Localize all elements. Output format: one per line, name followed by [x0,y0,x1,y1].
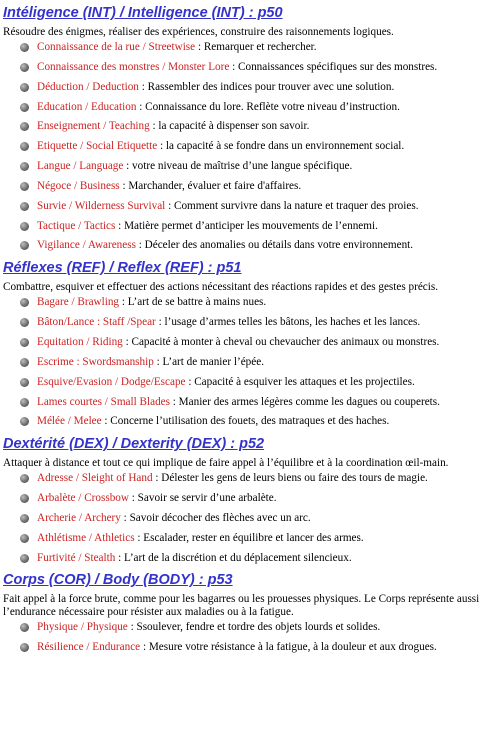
skill-description: : Concerne l’utilisation des fouets, des matraques et des haches. [101,415,390,428]
skill-description: : Marchander, évaluer et faire d'affaires. [119,179,302,192]
skill-list [3,621,485,654]
skill-description: : Connaissance du lore. Reflète votre niveau d’instruction. [136,100,400,113]
skill-name: Lames courtes / Small Blades [37,395,170,408]
skill-item [3,316,485,329]
skill-item [3,41,485,54]
section-title: Réflexes (REF) / Reflex (REF) : p51 [3,260,242,277]
skill-name: Tactique / Tactics [37,219,116,232]
skill-description: : Déceler des anomalies ou détails dans votre environnement. [135,239,414,252]
bullet-icon [20,494,29,503]
skill-item [3,180,485,193]
bullet-icon [20,474,29,483]
skill-name: Education / Education [37,100,137,113]
bullet-icon [20,142,29,151]
section-body [3,571,485,654]
bullet-icon [20,338,29,347]
bullet-icon [20,514,29,523]
section-description: Fait appel à la force brute, comme pour les bagarres ou les prouesses physiques. Le Corps représente aussi l’endurance nécessaire pour résister aux maladies ou à la fatigue. [3,593,480,619]
bullet-icon [20,122,29,131]
skill-name: Connaissance de la rue / Streetwise [37,41,196,53]
section-title: Corps (COR) / Body (BODY) : p53 [3,572,233,589]
skill-description: : Délester les gens de leurs biens ou faire des tours de magie. [152,472,428,485]
section-description: Attaquer à distance et tout ce qui implique de faire appel à l’équilibre et à la coordination œil-main. [3,457,449,470]
skill-name: Négoce / Business [37,179,120,192]
skill-item [3,356,485,369]
skill-name: Equitation / Riding [37,335,123,348]
skill-name: Physique / Physique [37,621,128,634]
bullet-icon [20,103,29,112]
section-dexterity [3,435,485,564]
bullet-icon [20,623,29,632]
skill-name: Enseignement / Teaching [37,120,150,133]
skill-name: Archerie / Archery [37,511,121,524]
skill-name: Mélée / Melee [37,415,102,428]
skill-item [3,61,485,74]
skill-description: : Capacité à esquiver les attaques et les projectiles. [185,375,415,388]
skill-description: : L’art de se battre à mains nues. [119,296,267,309]
skill-description: : Matière permet d’anticiper les mouvements de l’ennemi. [115,219,378,232]
skill-description: : votre niveau de maîtrise d’une langue spécifique. [123,160,353,173]
skill-description: : Mesure votre résistance à la fatigue, à la douleur et aux drogues. [140,641,437,654]
skill-item [3,120,485,133]
section-intelligence [3,4,485,252]
bullet-icon [20,202,29,211]
bullet-icon [20,83,29,92]
skill-name: Bagare / Brawling [37,296,120,309]
skill-item [3,376,485,389]
skill-item [3,641,485,654]
skill-item [3,140,485,153]
section-reflex [3,259,485,428]
skill-name: Connaissance des monstres / Monster Lore [37,60,230,73]
skill-name: Survie / Wilderness Survival [37,199,166,212]
skill-item [3,220,485,233]
bullet-icon [20,554,29,563]
bullet-icon [20,643,29,652]
section-title: Intéligence (INT) / Intelligence (INT) : p50 [3,5,283,21]
bullet-icon [20,43,29,52]
skill-item [3,296,485,309]
skill-description: : L’art de manier l’épée. [153,355,265,368]
skill-item [3,621,485,634]
skill-description: : Escalader, rester en équilibre et lancer des armes. [134,531,364,544]
skill-name: Furtivité / Stealth [37,551,116,564]
skill-description: : Manier des armes légères comme les dagues ou couperets. [169,395,440,408]
skill-description: : la capacité à dispenser son savoir. [149,120,310,133]
skill-description: : Capacité à monter à cheval ou chevaucher des animaux ou monstres. [122,335,440,348]
bullet-icon [20,222,29,231]
skill-description: : Rassembler des indices pour trouver avec une solution. [138,80,395,93]
skill-item [3,200,485,213]
skill-description: : Connaissances spécifiques sur des monstres. [229,60,438,73]
skill-list [3,41,485,252]
skill-description: : Savoir décocher des flèches avec un arc. [120,511,311,524]
skill-item [3,532,485,545]
skill-description: : Comment survivre dans la nature et traquer des proies. [165,199,419,212]
skill-description: : l’usage d’armes telles les bâtons, les haches et les lances. [155,316,421,329]
skill-name: Bâton/Lance : Staff /Spear [37,316,156,329]
skill-description: : Savoir se servir d’une arbalète. [128,492,277,505]
bullet-icon [20,534,29,543]
section-description: Combattre, esquiver et effectuer des actions nécessitant des réactions rapides et des gestes précis. [3,281,439,294]
skill-name: Résilience / Endurance [37,641,141,654]
skill-item [3,101,485,114]
bullet-icon [20,298,29,307]
skill-name: Arbalète / Crossbow [37,492,129,505]
skill-list [3,296,485,428]
bullet-icon [20,182,29,191]
skill-name: Déduction / Deduction [37,80,139,93]
skill-name: Langue / Language [37,160,124,173]
bullet-icon [20,241,29,250]
bullet-icon [20,358,29,367]
section-description: Résoudre des énigmes, réaliser des expériences, construire des raisonnements logiques. [3,26,394,38]
skill-item [3,396,485,409]
skill-description: : Ssoulever, fendre et tordre des objets lourds et solides. [127,621,381,634]
skill-item [3,336,485,349]
skill-item [3,472,485,485]
skill-name: Athlétisme / Athletics [37,531,135,544]
skill-item [3,492,485,505]
skill-item [3,415,485,428]
skill-description: : L’art de la discrétion et du déplacement silencieux. [115,551,352,564]
bullet-icon [20,378,29,387]
bullet-icon [20,318,29,327]
bullet-icon [20,63,29,72]
document-page [3,4,485,661]
skill-name: Vigilance / Awareness [37,239,136,252]
skill-name: Esquive/Evasion / Dodge/Escape [37,375,186,388]
bullet-icon [20,398,29,407]
skill-name: Escrime : Swordsmanship [37,355,154,368]
section-title: Dextérité (DEX) / Dexterity (DEX) : p52 [3,436,265,453]
skill-name: Etiquette / Social Etiquette [37,140,158,153]
bullet-icon [20,162,29,171]
bullet-icon [20,417,29,426]
skill-description: : la capacité à se fondre dans un environnement social. [157,140,405,153]
skill-item [3,512,485,525]
skill-item [3,552,485,565]
skill-item [3,239,485,252]
skill-item [3,81,485,94]
skill-list [3,472,485,564]
skill-description: : Remarquer et rechercher. [195,41,317,53]
skill-item [3,160,485,173]
skill-name: Adresse / Sleight of Hand [37,472,153,485]
